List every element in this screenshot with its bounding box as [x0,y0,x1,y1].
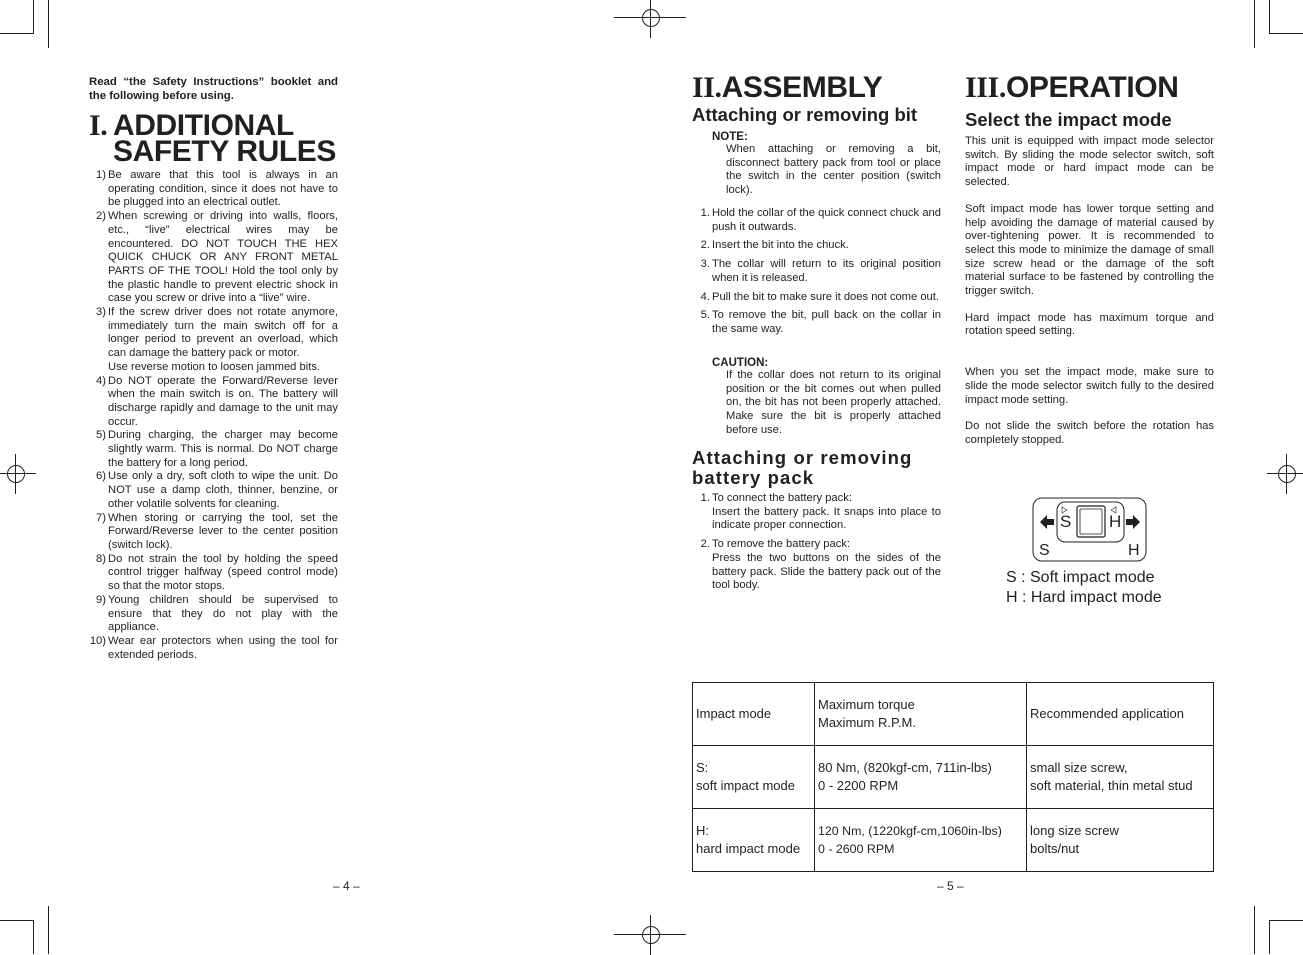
table-cell: 80 Nm, (820kgf-cm, 711in-lbs) 0 - 2200 RPM [815,746,1027,809]
crop-mark [0,920,34,921]
section-heading-additional-safety [89,109,337,168]
table-cell: long size screw bolts/nut [1027,809,1214,872]
section-heading-assembly [692,71,883,104]
operation-text [965,135,1214,448]
section-number: II. [692,71,722,104]
caution-block [712,357,941,438]
list-item: 4) Do NOT operate the Forward/Reverse lever when the main switch is on. The battery will discharge rapidly and damage to the unit may occur. [96,374,338,428]
list-item: 7) When storing or carrying the tool, set the Forward/Reverse lever to the center position (switch lock). [96,511,338,551]
list-item: 3) If the screw driver does not rotate anymore, immediately turn the main switch off for a longer period to prevent an overload, which can damage the battery pack or motor. Use reverse motion to loosen jammed bits. [96,306,338,373]
crop-mark [1254,906,1255,954]
crop-mark [1254,0,1255,48]
mode-selector-switch-diagram [1030,497,1148,563]
safety-rules-list [88,169,338,662]
list-item: 5) During charging, the charger may become slightly warm. This is normal. Do NOT charge the battery for a long period. [96,429,338,469]
note-label: NOTE: [712,131,748,143]
paragraph: When you set the impact mode, make sure to slide the mode selector switch fully to the desired impact mode setting. [965,366,1214,406]
impact-mode-table [692,682,1214,872]
list-item: 3. The collar will return to its original position when it is released. [700,258,941,284]
crop-mark [1269,920,1270,954]
registration-mark-right [1267,454,1303,494]
caution-label: CAUTION: [712,357,769,369]
table-cell: Recommended application [1027,683,1214,746]
crop-mark [614,934,686,935]
list-item: 10) Wear ear protectors when using the tool for extended periods. [89,634,338,661]
section-heading-operation [965,71,1179,104]
table-cell: Impact mode [693,683,815,746]
table-row [693,746,1214,809]
table-cell: S: soft impact mode [693,746,815,809]
crop-mark [48,906,49,954]
registration-mark-bottom [631,915,671,955]
list-item: 1. Hold the collar of the quick connect chuck and push it outwards. [700,207,941,233]
switch-h-outer: H [1128,542,1140,559]
table-cell: 120 Nm, (1220kgf-cm,1060in-lbs) 0 - 2600 RPM [815,809,1027,872]
list-item: 2) When screwing or driving into walls, floors, etc., “live” electrical wires may be encountered. DO NOT TOUCH THE HEX QUICK CHUCK OR ANY FRONT METAL PARTS OF THE TOOL! Hold the tool only by the plastic handle to prevent electric shock in case you screw or drive into a “live” wire. [96,210,338,305]
paragraph: This unit is equipped with impact mode selector switch. By sliding the mode selector switch, soft impact mode or hard impact mode can be selected. [965,135,1214,189]
paragraph: Do not slide the switch before the rotation has completely stopped. [965,420,1214,446]
list-item: 8) Do not strain the tool by holding the speed control trigger halfway (speed control mode) so that the motor stops. [96,552,338,593]
crop-mark [48,0,49,48]
list-item: 5. To remove the bit, pull back on the collar in the same way. [700,309,941,335]
bit-steps-list [692,207,941,337]
intro-text: Read “the Safety Instructions” booklet and the following before using. [89,76,338,102]
table-cell: Maximum torque Maximum R.P.M. [815,683,1027,746]
list-item: 1. To connect the battery pack: Insert the battery pack. It snaps into place to indicate proper connection. [700,492,941,532]
legend-hard: H : Hard impact mode [1006,589,1162,606]
subheading-battery: Attaching or removing battery pack [692,447,913,488]
switch-s-inner: S [1060,512,1072,531]
page-number-right: – 5 – [937,879,964,893]
crop-mark [33,920,34,954]
note-block [712,131,941,198]
section-number: I. [89,109,108,142]
paragraph: Soft impact mode has lower torque setting and help avoiding the damage of material caused by over-tightening power. It is recommended to select this mode to minimize the damage of small size screw head or the damage of the soft material surface to be fastened by controlling the trigger switch. [965,202,1214,298]
list-item: 2. To remove the battery pack: Press the two buttons on the sides of the battery pack. Slide the battery pack out of the tool body. [700,538,941,592]
list-item: 6) Use only a dry, soft cloth to wipe the unit. Do NOT use a damp cloth, thinner, benzine, or other volatile solvents for cleaning. [96,470,338,510]
table-row [693,809,1214,872]
switch-s-outer: S [1039,542,1050,559]
crop-mark [614,17,686,18]
list-item: 9) Young children should be supervised to ensure that they do not play with the appliance. [96,593,338,634]
table-row [693,683,1214,746]
crop-mark [0,33,34,34]
list-item: 4. Pull the bit to make sure it does not come out. [700,290,939,303]
switch-h-inner: H [1109,512,1122,531]
table-cell: H: hard impact mode [693,809,815,872]
page-number-left: – 4 – [333,879,360,893]
registration-mark-left [0,454,36,494]
registration-mark-top [631,0,671,38]
crop-mark [1269,33,1303,34]
note-text: When attaching or removing a bit, disconnect battery pack from tool or place the switch in the center position (switch lock). [726,143,941,197]
switch-legend [1006,568,1162,608]
caution-text: If the collar does not return to its original position or the bit comes out when pulled on, the bit has not been properly attached. Make sure the bit is properly attached before use. [726,369,941,436]
heading-line1: ADDITIONAL [113,109,294,142]
crop-mark [33,0,34,34]
heading-text: ASSEMBLY [721,71,883,104]
section-number: III. [965,71,1006,104]
list-item: 2. Insert the bit into the chuck. [700,239,849,252]
heading-line2: SAFETY RULES [113,135,337,168]
legend-soft: S : Soft impact mode [1006,569,1155,586]
subheading-impact-mode: Select the impact mode [965,109,1172,130]
subheading-bit: Attaching or removing bit [692,104,918,125]
table-cell: small size screw, soft material, thin metal stud [1027,746,1214,809]
crop-mark [1269,920,1303,921]
list-item: 1) Be aware that this tool is always in an operating condition, since it does not have to be plugged into an electrical outlet. [96,169,338,209]
crop-mark [1269,0,1270,34]
heading-text: OPERATION [1005,71,1179,104]
paragraph: Hard impact mode has maximum torque and rotation speed setting. [965,311,1214,338]
battery-steps-list [692,492,941,593]
